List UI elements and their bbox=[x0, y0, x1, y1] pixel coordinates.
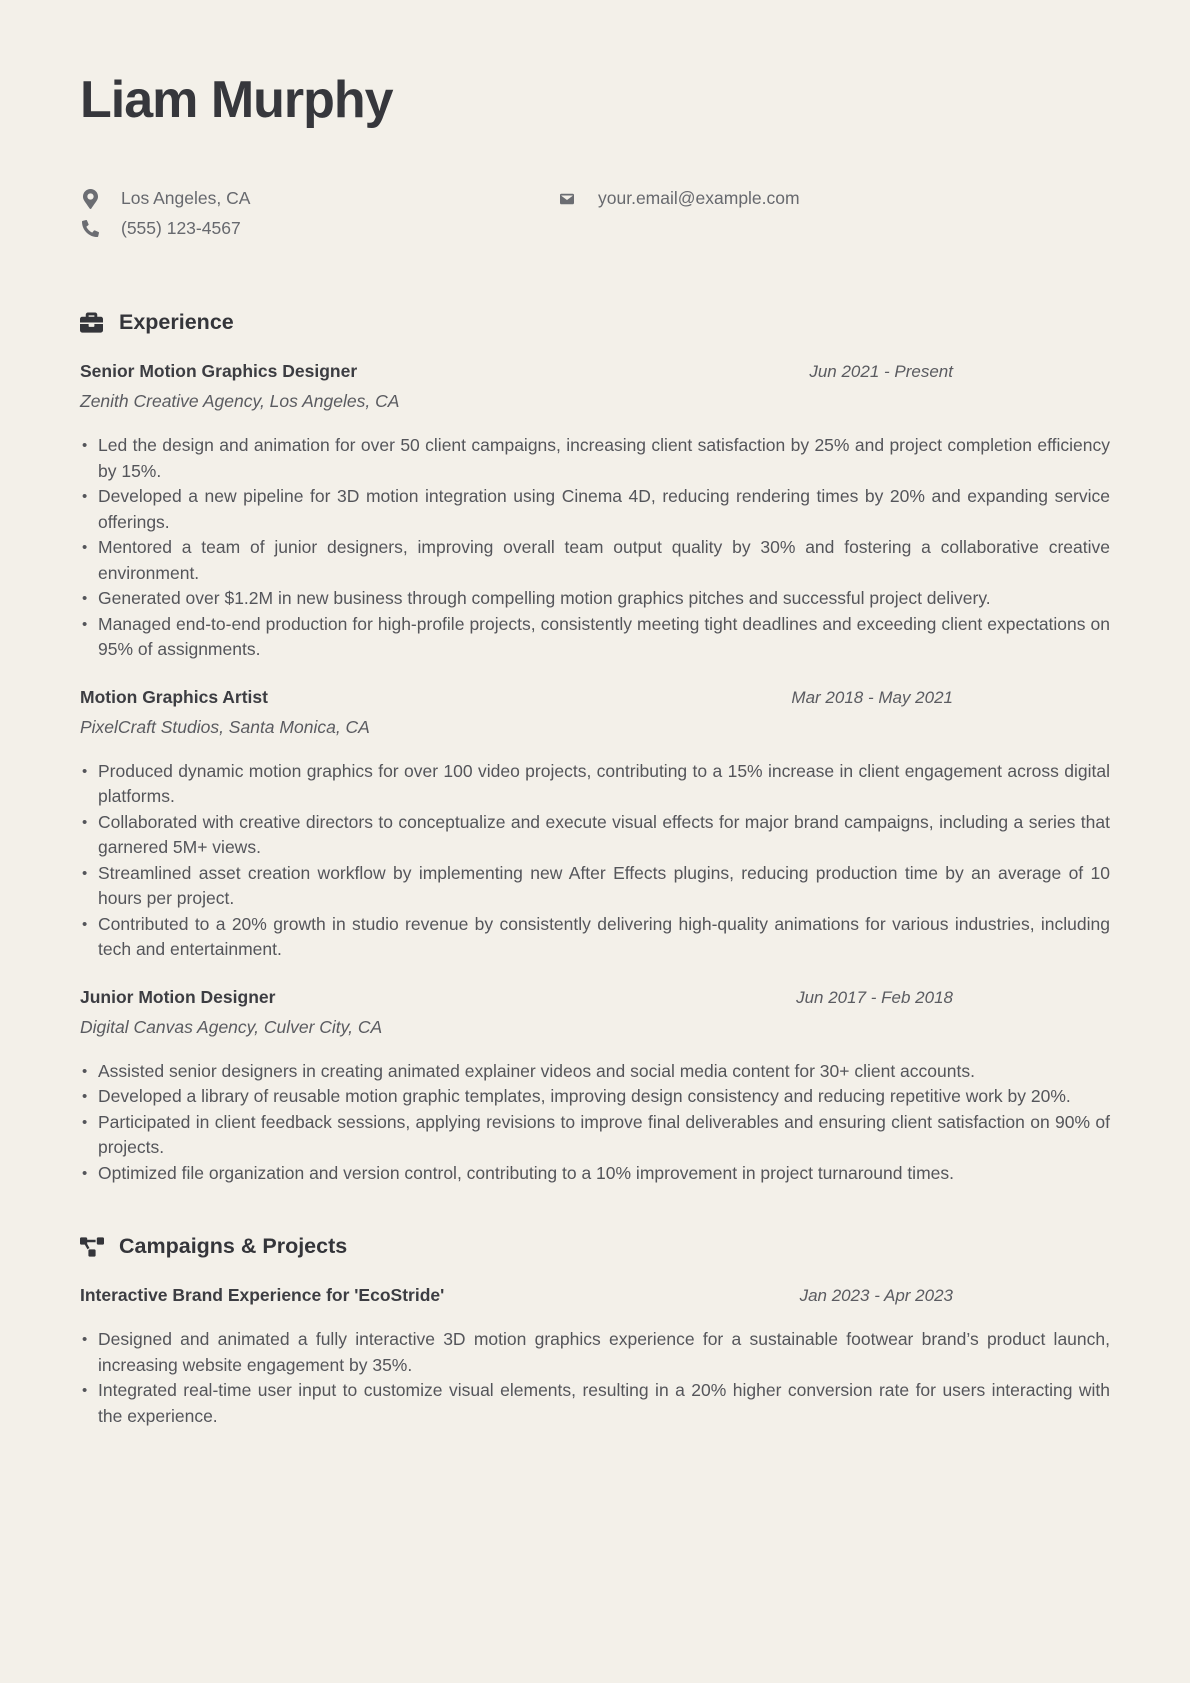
bullet-item: • Optimized file organization and version control, contributing to a 10% improvement in project turnaround times. bbox=[80, 1161, 1110, 1187]
person-name: Liam Murphy bbox=[80, 71, 393, 129]
briefcase-icon bbox=[80, 311, 104, 334]
project-entry bbox=[80, 1285, 1110, 1429]
job-company: PixelCraft Studios, Santa Monica, CA bbox=[80, 716, 370, 737]
job-bullets bbox=[80, 759, 1110, 963]
contact-block bbox=[80, 188, 1110, 248]
bullet-item: • Contributed to a 20% growth in studio revenue by consistently delivering high-quality animations for various industries, including tech and entertainment. bbox=[80, 912, 1110, 963]
contact-left-column bbox=[80, 188, 557, 248]
experience-section-header bbox=[80, 310, 1110, 335]
job-company: Zenith Creative Agency, Los Angeles, CA bbox=[80, 391, 400, 411]
job-dates: Jun 2017 - Feb 2018 bbox=[796, 987, 953, 1007]
bullet-item: • Developed a new pipeline for 3D motion integration using Cinema 4D, reducing rendering times by 20% and expanding service offerings. bbox=[80, 484, 1110, 535]
job-head bbox=[80, 361, 1110, 382]
job-title: Motion Graphics Artist bbox=[80, 686, 268, 707]
job-title: Senior Motion Graphics Designer bbox=[80, 361, 358, 381]
experience-section bbox=[80, 310, 1110, 1186]
phone-text: (555) 123-4567 bbox=[121, 218, 241, 238]
contact-email bbox=[557, 188, 1110, 209]
job-head bbox=[80, 687, 1110, 708]
section-title: Campaigns & Projects bbox=[119, 1234, 348, 1258]
project-diagram-icon bbox=[80, 1236, 104, 1258]
project-dates: Jan 2023 - Apr 2023 bbox=[799, 1286, 953, 1305]
bullet-item: • Assisted senior designers in creating animated explainer videos and social media content for 30+ client accounts. bbox=[80, 1059, 1110, 1085]
bullet-item: • Collaborated with creative directors to conceptualize and execute visual effects for major brand campaigns, including a series that garnered 5M+ views. bbox=[80, 810, 1110, 861]
project-title: Interactive Brand Experience for 'EcoStride' bbox=[80, 1285, 445, 1305]
bullet-item: • Designed and animated a fully interactive 3D motion graphics experience for a sustainable footwear brand’s product launch, increasing website engagement by 35%. bbox=[80, 1327, 1110, 1378]
contact-phone bbox=[80, 218, 557, 239]
project-bullets bbox=[80, 1327, 1110, 1429]
job-bullets bbox=[80, 433, 1110, 663]
location-pin-icon bbox=[80, 189, 100, 209]
job-dates: Jun 2021 - Present bbox=[809, 362, 953, 381]
contact-location bbox=[80, 188, 557, 209]
location-text: Los Angeles, CA bbox=[121, 188, 251, 208]
bullet-item: • Participated in client feedback sessions, applying revisions to improve final deliverables and ensuring client satisfaction on 90% of projects. bbox=[80, 1110, 1110, 1161]
bullet-item: • Produced dynamic motion graphics for over 100 video projects, contributing to a 15% increase in client engagement across digital platforms. bbox=[80, 759, 1110, 810]
bullet-item: • Streamlined asset creation workflow by implementing new After Effects plugins, reducing production time by an average of 10 hours per project. bbox=[80, 861, 1110, 912]
bullet-item: • Developed a library of reusable motion graphic templates, improving design consistency and reducing repetitive work by 20%. bbox=[80, 1084, 1110, 1110]
bullet-item: • Led the design and animation for over 50 client campaigns, increasing client satisfaction by 25% and project completion efficiency by 15%. bbox=[80, 433, 1110, 484]
job-bullets bbox=[80, 1059, 1110, 1187]
contact-right-column bbox=[557, 188, 1110, 248]
bullet-item: • Managed end-to-end production for high-profile projects, consistently meeting tight deadlines and exceeding client expectations on 95% of assignments. bbox=[80, 612, 1110, 663]
bullet-item: • Mentored a team of junior designers, improving overall team output quality by 30% and fostering a collaborative creative environment. bbox=[80, 535, 1110, 586]
email-text: your.email@example.com bbox=[598, 188, 800, 208]
job-entry bbox=[80, 987, 1110, 1187]
job-dates: Mar 2018 - May 2021 bbox=[791, 687, 953, 707]
job-entry bbox=[80, 687, 1110, 963]
projects-section-header bbox=[80, 1234, 1110, 1259]
job-company: Digital Canvas Agency, Culver City, CA bbox=[80, 1016, 383, 1037]
job-title: Junior Motion Designer bbox=[80, 986, 276, 1007]
projects-section bbox=[80, 1234, 1110, 1429]
job-head bbox=[80, 987, 1110, 1008]
phone-icon bbox=[80, 220, 100, 237]
bullet-item: • Integrated real-time user input to customize visual elements, resulting in a 20% higher conversion rate for users interacting with the experience. bbox=[80, 1378, 1110, 1429]
envelope-icon bbox=[557, 192, 577, 206]
project-head bbox=[80, 1285, 1110, 1306]
bullet-item: • Generated over $1.2M in new business through compelling motion graphics pitches and successful project delivery. bbox=[80, 586, 1110, 612]
job-entry bbox=[80, 361, 1110, 663]
section-title: Experience bbox=[119, 310, 234, 334]
